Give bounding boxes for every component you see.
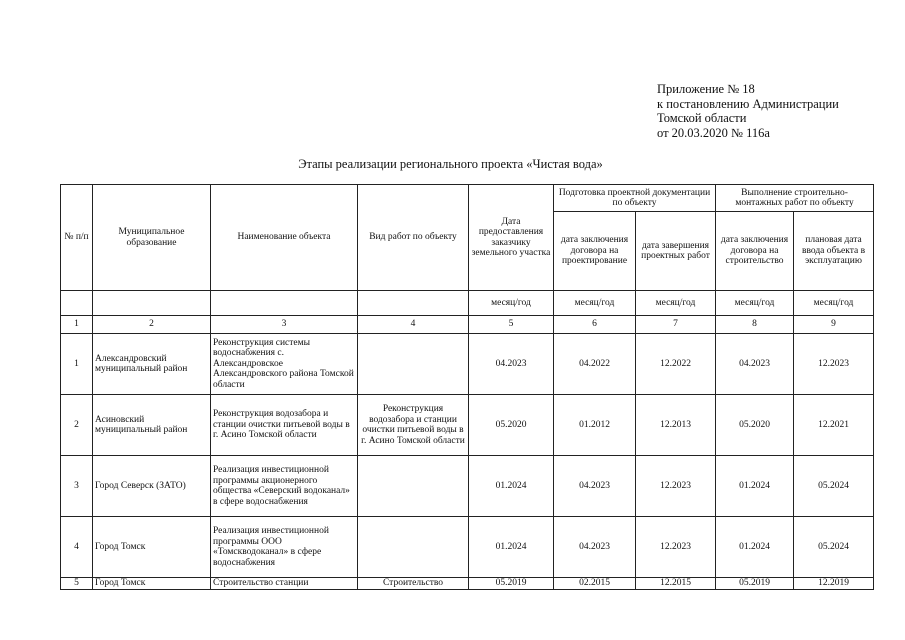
column-number: 3 <box>211 316 358 334</box>
row-construction-contract: 01.2024 <box>716 456 794 517</box>
row-construction-contract: 01.2024 <box>716 517 794 578</box>
header-design-group: Подготовка проектной документации по объекту <box>554 185 716 212</box>
row-design-contract: 04.2023 <box>554 456 636 517</box>
row-num: 5 <box>61 578 93 590</box>
unit-construction-contract: месяц/год <box>716 291 794 316</box>
column-number: 1 <box>61 316 93 334</box>
row-municipality: Город Северск (ЗАТО) <box>93 456 211 517</box>
header-construction-group: Выполнение строительно-монтажных работ по объекту <box>716 185 874 212</box>
row-land-date: 04.2023 <box>469 334 554 395</box>
column-number: 9 <box>794 316 874 334</box>
header-object: Наименование объекта <box>211 185 358 291</box>
row-num: 1 <box>61 334 93 395</box>
unit-empty <box>93 291 211 316</box>
table-row <box>61 517 874 578</box>
row-municipality: Город Томск <box>93 578 211 590</box>
header-design-contract: дата заключения договора на проектирование <box>554 212 636 291</box>
row-design-complete: 12.2015 <box>636 578 716 590</box>
row-municipality: Город Томск <box>93 517 211 578</box>
appendix-number: Приложение № 18 <box>657 82 755 96</box>
unit-empty <box>211 291 358 316</box>
row-work-type <box>358 334 469 395</box>
row-design-contract: 01.2012 <box>554 395 636 456</box>
table-row <box>61 456 874 517</box>
row-design-contract: 04.2023 <box>554 517 636 578</box>
row-object: Реконструкция водозабора и станции очистки питьевой воды в г. Асино Томской области <box>211 395 358 456</box>
row-land-date: 01.2024 <box>469 517 554 578</box>
row-construction-contract: 05.2019 <box>716 578 794 590</box>
appendix-ref: к постановлению Администрации <box>657 96 839 111</box>
header-num: № п/п <box>61 185 93 291</box>
unit-commissioning: месяц/год <box>794 291 874 316</box>
header-municipality: Муниципальное образование <box>93 185 211 291</box>
unit-design-complete: месяц/год <box>636 291 716 316</box>
row-land-date: 05.2020 <box>469 395 554 456</box>
row-design-complete: 12.2023 <box>636 517 716 578</box>
row-design-complete: 12.2023 <box>636 456 716 517</box>
row-construction-contract: 05.2020 <box>716 395 794 456</box>
column-number: 8 <box>716 316 794 334</box>
row-commissioning: 12.2019 <box>794 578 874 590</box>
row-num: 2 <box>61 395 93 456</box>
row-design-complete: 12.2022 <box>636 334 716 395</box>
row-work-type: Реконструкция водозабора и станции очистки питьевой воды в г. Асино Томской области <box>358 395 469 456</box>
header-work-type: Вид работ по объекту <box>358 185 469 291</box>
appendix-region: Томской области <box>657 111 747 125</box>
column-number: 4 <box>358 316 469 334</box>
appendix-note <box>657 82 839 140</box>
header-row-top <box>61 185 874 212</box>
header-land-date: Дата предоставления заказчику земельного участка <box>469 185 554 291</box>
header-construction-contract: дата заключения договора на строительство <box>716 212 794 291</box>
document-title: Этапы реализации регионального проекта «Чистая вода» <box>298 157 603 171</box>
header-design-complete: дата завершения проектных работ <box>636 212 716 291</box>
header-row-units <box>61 291 874 316</box>
row-design-contract: 02.2015 <box>554 578 636 590</box>
row-construction-contract: 04.2023 <box>716 334 794 395</box>
appendix-date: от 20.03.2020 № 116а <box>657 125 770 140</box>
row-commissioning: 05.2024 <box>794 456 874 517</box>
row-municipality: Александровский муниципальный район <box>93 334 211 395</box>
unit-land-date: месяц/год <box>469 291 554 316</box>
unit-design-contract: месяц/год <box>554 291 636 316</box>
unit-empty <box>61 291 93 316</box>
header-commissioning: плановая дата ввода объекта в эксплуатацию <box>794 212 874 291</box>
column-number: 2 <box>93 316 211 334</box>
column-number: 5 <box>469 316 554 334</box>
table-row <box>61 578 874 590</box>
row-num: 3 <box>61 456 93 517</box>
row-num: 4 <box>61 517 93 578</box>
column-number: 6 <box>554 316 636 334</box>
row-design-contract: 04.2022 <box>554 334 636 395</box>
row-municipality: Асиновский муниципальный район <box>93 395 211 456</box>
document-title-wrap <box>0 157 905 172</box>
row-land-date: 01.2024 <box>469 456 554 517</box>
row-commissioning: 12.2021 <box>794 395 874 456</box>
table-row <box>61 334 874 395</box>
row-object: Реализация инвестиционной программы ООО «Томскводоканал» в сфере водоснабжения <box>211 517 358 578</box>
column-number: 7 <box>636 316 716 334</box>
row-commissioning: 05.2024 <box>794 517 874 578</box>
table-row <box>61 395 874 456</box>
row-design-complete: 12.2013 <box>636 395 716 456</box>
row-work-type <box>358 456 469 517</box>
row-land-date: 05.2019 <box>469 578 554 590</box>
column-numbers-row <box>61 316 874 334</box>
unit-empty <box>358 291 469 316</box>
row-work-type <box>358 517 469 578</box>
row-work-type: Строительство <box>358 578 469 590</box>
row-object: Реконструкция системы водоснабжения с. Александровское Александровского района Томской области <box>211 334 358 395</box>
row-object: Реализация инвестиционной программы акционерного общества «Северский водоканал» в сфере водоснабжения <box>211 456 358 517</box>
stages-table <box>60 184 874 590</box>
row-object: Строительство станции <box>211 578 358 590</box>
row-commissioning: 12.2023 <box>794 334 874 395</box>
